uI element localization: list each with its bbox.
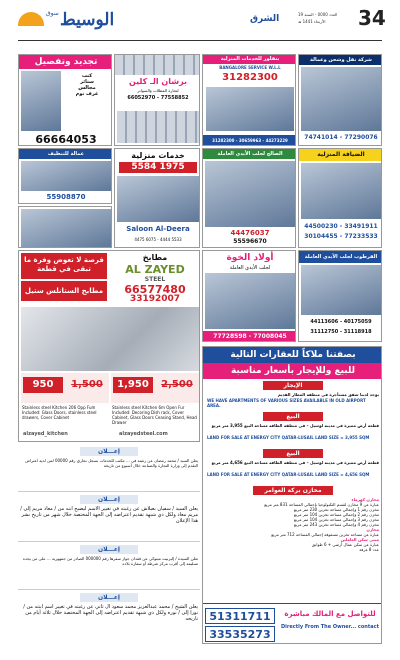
ad-excellence [202, 148, 296, 248]
notice-text: تعلن السيدة / إليزبيث ميتوكي عن فقدان جواز سفرها رقم 000000 الصادر من جمهورية ... على من يجده تسليمه إلى أقرب مركز شرطة أو سفارة بلاده [22, 556, 198, 566]
price-block-right [111, 373, 199, 403]
re-line: مخزن رقم 3 وإجمالي مساحة تخزين 104 متر مربع [293, 517, 379, 522]
re-sale1-ar: قطعة أرض مميزة في مدينة لوسيل – في منطقة الطاقة مساحة البيع 3,955 متر مربع [211, 423, 379, 428]
re-phone-1: 51311711 [205, 608, 275, 624]
excellence-title: الصالح لجلب الأيدي العاملة [203, 149, 296, 159]
notice [18, 544, 200, 590]
notice [18, 592, 200, 644]
saloon-name: Saloon Al-Deera [126, 225, 190, 233]
re-line: مخازن [366, 527, 379, 532]
notice-text: يعلن الشيخ / محمد عبدالعزيز محمد سعود آل ثاني عن رغبته في تغيير أسم ابنته من / نورا إلى / نوره ولكل ذي شبهة تقديم اعتراضه إلى الجهة المختصة خلال ثلاثة أيام من تاريخه [23, 604, 198, 622]
re-line: مخازن كهرماء [351, 497, 379, 502]
price-tag: 1,950 [113, 377, 153, 393]
section-name: الشرق [250, 14, 280, 24]
re-cta: للتواصل مع المالك مباشرة [284, 610, 376, 618]
burshan-photo [115, 55, 200, 75]
saloon-phone: 5584 1975 [119, 162, 197, 173]
upholstery-phone: 66664053 [35, 133, 97, 146]
notice-title: إعـــلان [80, 545, 138, 554]
re-cta-en: Directly From The Owner... contact [281, 624, 379, 630]
ad-burshan [114, 54, 200, 146]
re-sale2-en: LAND FOR SALE AT ENERGY CITY QATAR-LUSAIL LAND SIZE = 4,656 SQM [207, 472, 370, 477]
price-tag: 950 [23, 377, 63, 393]
notice-text: يعلن السيد / سفيان بعبلاش عن رغبته في تغيير الاسم ليصبح ابنه من / معاذ مريم إلى / مريم معاذ ولكل ذي شبهة تقديم اعتراضه إلى الجهة المختصة خلال شهر من تاريخ نشر هذا الإعلان [20, 506, 198, 524]
bangalore-subtitle: BANGALORE SERVICE W.L.L [219, 65, 281, 70]
re-rent-title: الإيجار [263, 381, 323, 390]
desc-left: Stainless steel Kitchen 206 Opp Fum Included: Glass Doors, stainless steel drawers, Cover Cabinet [22, 405, 97, 420]
re-line: عبارة عن 9 مخازن لقسم التكنولوجيا بإجمالي المساحة 831 متر مربع [264, 502, 379, 507]
upholstery-photo [21, 71, 61, 131]
ad-labor-small [18, 206, 112, 248]
re-sale2-ar: قطعة أرض مميزة في مدينة لوسيل – في منطقة الطاقة مساحة البيع 4,656 متر مربع [211, 460, 379, 465]
re-line: مخزن رقم 2 وإجمالي مساحة تخزين 104 متر مربع [293, 512, 379, 517]
re-line: عدد 8 غرفة [359, 547, 379, 552]
logo-prefix: سوق [46, 10, 59, 17]
price-tag: 2,500 [161, 379, 193, 390]
notice [18, 494, 200, 542]
alzayed-banner: مطابخ الستانلس ستيل [21, 281, 107, 301]
notice [18, 446, 200, 492]
logo-text: الوسيط [60, 10, 115, 30]
re-cta-box [203, 603, 382, 644]
page-number: 34 [358, 6, 386, 30]
ad-upholstery [18, 54, 112, 146]
re-line: مخزن رقم 4 وإجمالي مساحة تخزين 243 متر مربع [293, 522, 379, 527]
saloon-body [117, 176, 199, 222]
ad-bangalore [202, 54, 296, 146]
excellence-phone-2: 55596670 [233, 238, 267, 245]
re-rent-ar: يوجد لدينا شقق مستأجرة في منطقة المطار القديم [277, 392, 379, 397]
alzayed-title: مطابخ [142, 253, 168, 262]
ad-transfer [298, 54, 382, 146]
hospitality-phone-2: 30104455 - 77233533 [304, 233, 378, 240]
excellence-photo [205, 161, 295, 227]
ladies-phones: 77728598 - 77008045 [203, 331, 296, 342]
re-center-title: مخازن بركة العوامر [253, 486, 333, 495]
hospitality-phone: 44500230 - 33491911 [304, 223, 378, 230]
notice-title: إعـــلان [80, 495, 138, 504]
re-lines [207, 497, 379, 552]
upholstery-item: ستائر [80, 79, 94, 85]
burshan-subtitle: لتجارة المظلات والسواتر [137, 88, 179, 93]
bangalore-phones-bottom: 31282300 - 30659963 - 44273229 [203, 135, 296, 146]
hospitality-title: الضيافة المنزلية [299, 149, 382, 161]
ad-cleaning [18, 148, 112, 204]
re-line: مبنى سكن العاملين [340, 537, 379, 542]
date-line-2: الأربعاء 1441 هـ [298, 19, 326, 24]
cleaning-phone: 55908870 [46, 193, 86, 201]
re-sale-title: البيع [263, 412, 323, 421]
ad-real-estate [202, 346, 382, 644]
re-line: عبارة عن سكن عمال أرضي + 6 طوابق [311, 542, 379, 547]
price-tag: 1,500 [71, 379, 103, 390]
re-banner: بصفتنا ملاكاً للعقارات التالية [203, 347, 382, 363]
upholstery-item: مجالس [78, 85, 96, 91]
kitchen-photo [21, 307, 199, 371]
labor-small-photo [21, 209, 111, 247]
alzayed-brand: AL ZAYED [125, 263, 185, 276]
ad-alzayed-kitchen [18, 250, 200, 442]
notices-column [18, 446, 200, 644]
notice-title: إعـــلان [80, 447, 138, 456]
upholstery-title: تجديد وتفصيل [19, 55, 112, 69]
upholstery-items [63, 73, 111, 97]
notice-title: إعـــلان [80, 593, 138, 602]
hospitality-grid [301, 163, 381, 219]
ad-saloon [114, 148, 200, 248]
alzayed-offer: فرصة لا تعوض وفرة ما تبقى في قطعة [21, 253, 107, 279]
transfer-phones: 74741014 - 77290076 [304, 134, 378, 141]
desc-right: Stainless steel Kitchen 6m Open Fur Included: Decoring Dish rack, Cover Cabinet, Glass Doors Ceasing Stand, Head Drawer [112, 405, 197, 425]
transfer-title: شركة نقل وشحن وعمالة [299, 55, 382, 65]
burshan-phones: 66052970 - 77558852 [127, 95, 189, 101]
re-sale2-title: البيع [263, 449, 323, 458]
page-header [0, 0, 400, 42]
re-line: عبارة عن مساحة تخزين مسقوفة إجمالي المساحة 712 متر مربع [271, 532, 379, 537]
price-block-left [21, 373, 109, 403]
date-line-1: العدد 0000 - السنة 19 [298, 12, 338, 17]
alzayed-handle: alzayed_kitchen [23, 431, 68, 437]
notice-text: يعلن السيد / محمد رمضان عن رغبته في ... مكتب للخدمات بسجل تجاري رقم 00000 لمن لديه اعتراض التقدم إلى وزارة التجارة والصناعة خلال أسبوع من تاريخه [25, 458, 198, 468]
ladies-title: أولاد الخوة [226, 253, 274, 263]
saloon-phones-small: 4475 6075 - 4444 5533 [134, 237, 182, 242]
re-banner-2: للبيع وللإيجار بأسعار مناسبة [203, 363, 382, 379]
alzayed-banner-top [19, 251, 200, 303]
excellence-phone: 44476037 [230, 229, 270, 237]
domestic-phones-2: 31112750 - 31118918 [310, 329, 372, 335]
bangalore-photo [206, 87, 294, 131]
alzayed-phone-2: 33192007 [129, 294, 181, 304]
cleaning-title: عمالة للتنظيف [19, 149, 112, 159]
domestic-photo [301, 265, 381, 315]
burshan-title: برشان الـ كلين [128, 77, 188, 86]
transfer-photo [301, 67, 381, 131]
re-rent-en: WE HAVE APARTMENTS OF VARIOUS SIZES AVAILABLE IN OLD AIRPORT AREA. [207, 398, 366, 408]
cleaning-photo [21, 161, 111, 191]
alzayed-phone-1: 66577480 [124, 283, 186, 296]
burshan-photo-2 [117, 111, 199, 143]
ladies-subtitle: لجلب الأيدي العاملة [229, 265, 271, 271]
domestic-title: القرطوب لجلب الأيدي العاملة [299, 251, 382, 263]
upholstery-item: غرف نوم [75, 91, 99, 97]
saloon-title: خدمات منزلية [131, 151, 185, 160]
alzayed-web: alzayedsteel.com [119, 431, 168, 437]
site-logo [18, 6, 128, 36]
domestic-phones: 44113606 - 40175059 [310, 319, 372, 325]
bangalore-phone: 31282300 [222, 72, 278, 83]
header-rule [18, 40, 382, 41]
re-line: مخزن رقم 1 وإجمالي مساحة تخزين 230 متر مربع [293, 507, 379, 512]
re-sale1-en: LAND FOR SALE AT ENERGY CITY QATAR-LUSAIL LAND SIZE = 3,955 SQM [207, 435, 370, 440]
ad-domestic [298, 250, 382, 342]
re-phone-2: 33535273 [205, 626, 275, 642]
ad-ladies [202, 250, 296, 342]
alzayed-sub: STEEL [144, 276, 166, 283]
ladies-photo [205, 273, 295, 329]
logo-sun-icon [18, 12, 44, 26]
bangalore-title: بنقلور للخدمات المنزلية [203, 55, 296, 64]
ad-hospitality [298, 148, 382, 248]
upholstery-item: كنب [81, 73, 93, 79]
